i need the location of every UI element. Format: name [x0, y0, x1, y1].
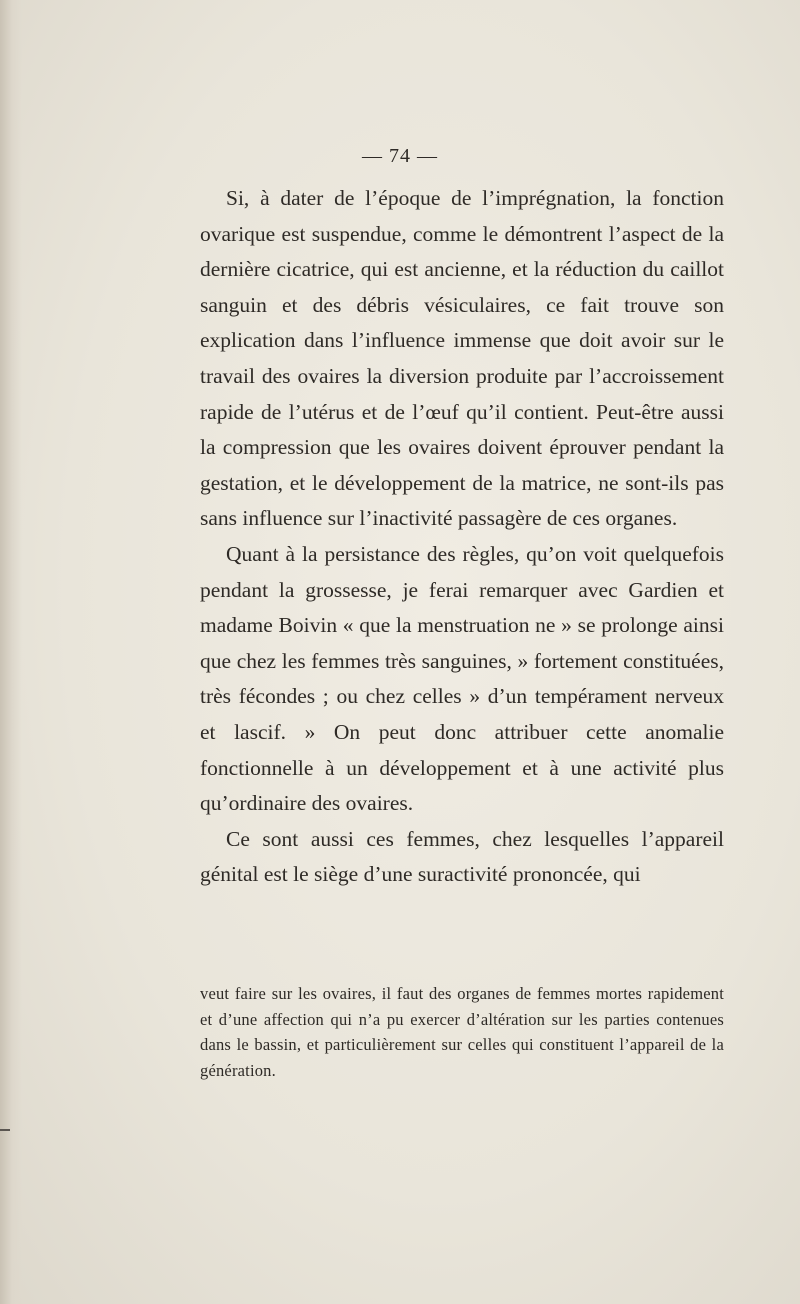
paragraph-3: Ce sont aussi ces femmes, chez lesquelles l’appareil génital est le siège d’une suractivité prononcée, qui [200, 826, 724, 887]
page-number: — 74 — [362, 145, 438, 167]
main-text [200, 181, 724, 893]
paragraph-1: Si, à dater de l’époque de l’imprégnation, la fonction ovarique est suspendue, comme le démontrent l’aspect de la dernière cicatrice, qui est ancienne, et la réduction du caillot sanguin et des débris vésiculaires, ce fait trouve son explication dans l’influence immense que doit avoir sur le travail des ovaires la diversion produite par l’accroissement rapide de l’utérus et de l’œuf qu’il contient. Peut-être aussi la compression que les ovaires doivent éprouver pendant la gestation, et le développement de la matrice, ne sont-ils pas sans influence sur l’inactivité passagère de ces organes. [200, 186, 724, 531]
paragraph-2: Quant à la persistance des règles, qu’on voit quelquefois pendant la grossesse, je ferai remarquer avec Gardien et madame Boivin « que la menstruation ne » se prolonge ainsi que chez les femmes très sanguines, » fortement constituées, très fécondes ; ou chez celles » d’un tempérament nerveux et lascif. » On peut donc attribuer cette anomalie fonctionnelle à un développement et à une activité plus qu’ordinaire des ovaires. [200, 541, 724, 816]
footnote-block [200, 981, 724, 1083]
footnote-text: veut faire sur les ovaires, il faut des organes de femmes mortes rapidement et d’une affection qui n’a pu exercer d’altération sur les parties contenues dans le bassin, et particulièrement sur celles qui constituent l’appareil de la génération. [200, 984, 724, 1080]
margin-mark [0, 1129, 10, 1131]
page-gutter-shadow [0, 0, 22, 1304]
